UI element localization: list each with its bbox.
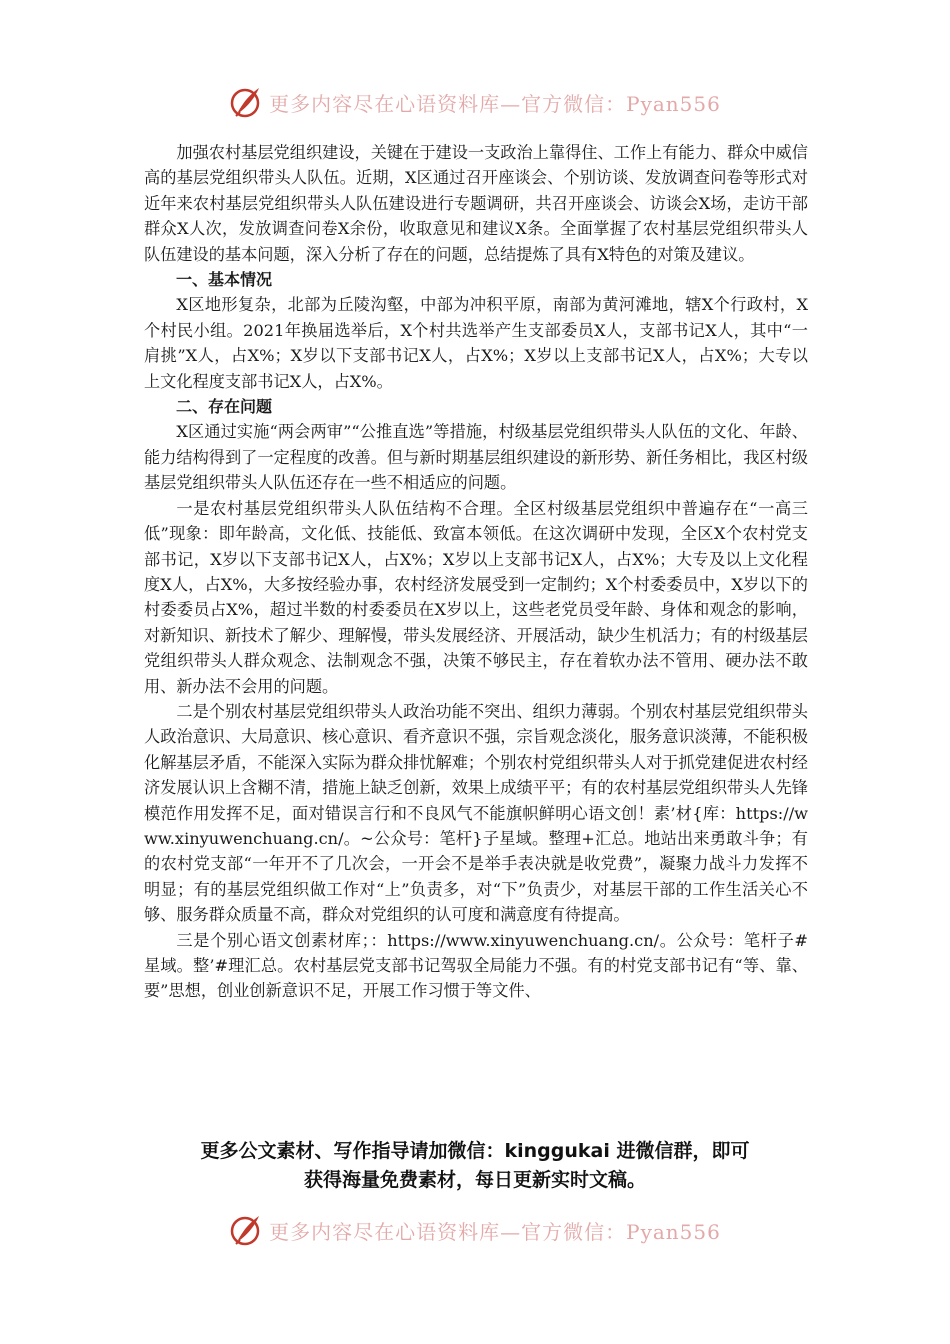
document-body	[144, 140, 808, 1004]
promo-line-2: 获得海量免费素材，每日更新实时文稿。	[303, 1169, 646, 1191]
intro-paragraph: 加强农村基层党组织建设，关键在于建设一支政治上靠得住、工作上有能力、群众中威信高的基层党组织带头人队伍。近期，X区通过召开座谈会、个别访谈、发放调查问卷等形式对近年来农村基层党组织带头人队伍建设进行专题调研，共召开座谈会、访谈会X场，走访干部群众X人次，发放调查问卷X余份，收取意见和建议X条。全面掌握了农村基层党组织带头人队伍建设的基本问题，深入分析了存在的问题，总结提炼了具有X特色的对策及建议。	[144, 143, 808, 264]
section-heading-basic: 一、基本情况	[176, 270, 273, 290]
footer-banner	[0, 1208, 950, 1252]
header-banner-text: 更多内容尽在心语资料库—官方微信：Pyan556	[269, 91, 721, 116]
promo-line-1: 更多公文素材、写作指导请加微信：kinggukai 进微信群，即可	[200, 1140, 750, 1162]
header-banner	[0, 80, 950, 124]
wechat-promo-note	[100, 1137, 850, 1195]
section-heading-problems: 二、存在问题	[176, 397, 273, 417]
problem-three-paragraph: 三是个别心语文创素材库；：https://www.xinyuwenchuang.cn/。公众号：笔杆子#星域。整’#理汇总。农村基层党支部书记驾驭全局能力不强。有的村党支部书记有“等、靠、要”思想，创业创新意识不足，开展工作习惯于等文件、	[144, 930, 808, 1001]
basic-situation-paragraph: X区地形复杂，北部为丘陵沟壑，中部为冲积平原，南部为黄河滩地，辖X个行政村，X个村民小组。2021年换届选举后，X个村共选举产生支部委员X人，支部书记X人，其中“一肩挑”X人，占X%；X岁以下支部书记X人，占X%；X岁以上支部书记X人，占X%；大专以上文化程度支部书记X人，占X%。	[144, 295, 808, 391]
problem-one-paragraph: 一是农村基层党组织带头人队伍结构不合理。全区村级基层党组织中普遍存在“一高三低”现象：即年龄高，文化低、技能低、致富本领低。在这次调研中发现，全区X个农村党支部书记，X岁以下支部书记X人，占X%；X岁以上支部书记X人，占X%；大专及以上文化程度X人，占X%，大多按经验办事，农村经济发展受到一定制约；X个村委委员中，X岁以下的村委委员占X%，超过半数的村委委员在X岁以上，这些老党员受年龄、身体和观念的影响，对新知识、新技术了解少、理解慢，带头发展经济、开展活动，缺少生机活力；有的村级基层党组织带头人群众观念、法制观念不强，决策不够民主，存在着软办法不管用、硬办法不敢用、新办法不会用的问题。	[144, 498, 808, 696]
footer-banner-text: 更多内容尽在心语资料库—官方微信：Pyan556	[269, 1219, 721, 1244]
feather-pen-logo-icon	[229, 1213, 263, 1247]
problems-intro-paragraph: X区通过实施“两会两审”“公推直选”等措施，村级基层党组织带头人队伍的文化、年龄、能力结构得到了一定程度的改善。但与新时期基层组织建设的新形势、新任务相比，我区村级基层党组织带头人队伍还存在一些不相适应的问题。	[144, 422, 808, 493]
problem-two-paragraph: 二是个别农村基层党组织带头人政治功能不突出、组织力薄弱。个别农村基层党组织带头人政治意识、大局意识、核心意识、看齐意识不强，宗旨观念淡化，服务意识淡薄，不能积极化解基层矛盾，不能深入实际为群众排忧解难；个别农村党组织带头人对于抓党建促进农村经济发展认识上含糊不清，措施上缺乏创新，效果上成绩平平；有的农村基层党组织带头人先锋模范作用发挥不足，面对错误言行和不良风气不能旗帜鲜明心语文创！素’材{库：https://www.xinyuwenchuang.cn/。~公众号：笔杆}子星域。整理+汇总。地站出来勇敢斗争；有的农村党支部“一年开不了几次会，一开会不是举手表决就是收党费”，凝聚力战斗力发挥不明显；有的基层党组织做工作对“上”负责多，对“下”负责少，对基层干部的工作生活关心不够、服务群众质量不高，群众对党组织的认可度和满意度有待提高。	[144, 701, 808, 925]
feather-pen-logo-icon	[229, 85, 263, 119]
